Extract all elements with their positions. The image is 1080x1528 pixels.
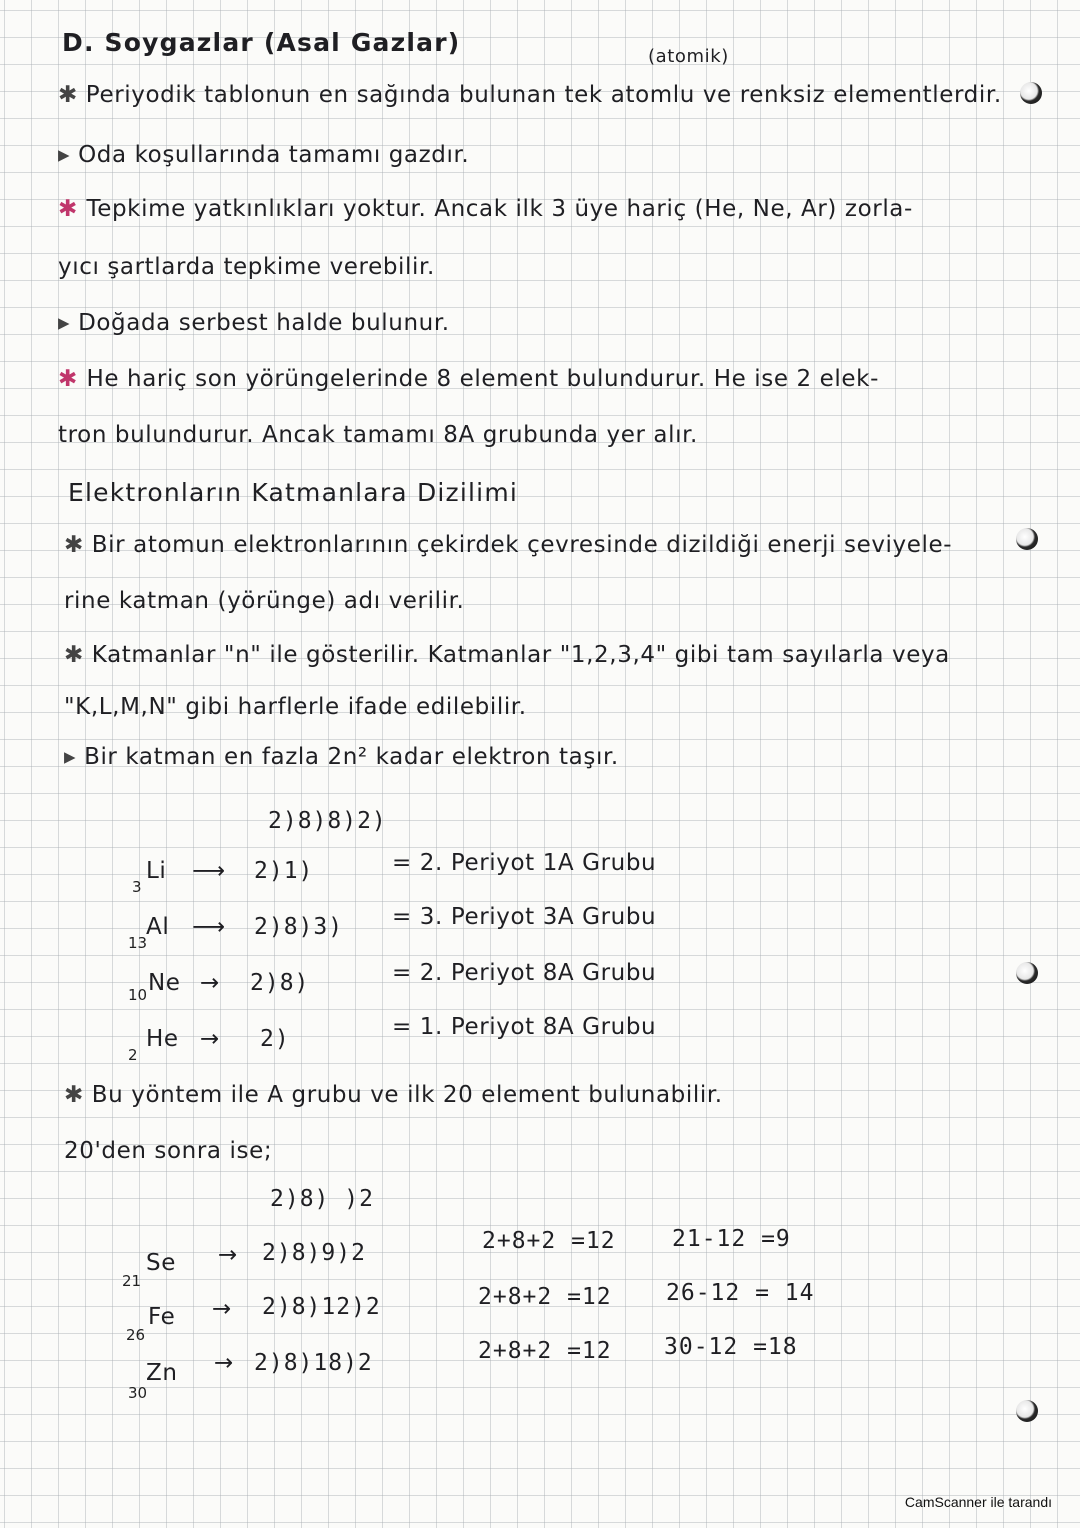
arrow-icon: → bbox=[212, 1296, 232, 1322]
arrow-icon: → bbox=[200, 1026, 220, 1052]
arrow-icon: ⟶ bbox=[192, 858, 226, 884]
binder-hole bbox=[1016, 962, 1038, 984]
layer-fact-2-cont: "K,L,M,N" gibi harflerle ifade edilebilir. bbox=[64, 694, 527, 720]
layer-fact-2: ✱ Katmanlar "n" ile gösterilir. Katmanlar "1,2,3,4" gibi tam sayılarla veya bbox=[64, 642, 950, 668]
scanner-watermark: CamScanner ile tarandı bbox=[904, 1494, 1052, 1510]
layer-fact-1-cont: rine katman (yörünge) adı verilir. bbox=[64, 588, 465, 614]
section-title-layers: Elektronların Katmanlara Dizilimi bbox=[68, 478, 519, 507]
annotation-atomik: (atomik) bbox=[648, 46, 729, 67]
arrow-icon: ⟶ bbox=[192, 914, 226, 940]
fact-5: ✱ He hariç son yörüngelerinde 8 element bulundurur. He ise 2 elek- bbox=[58, 366, 879, 392]
shell-template: 2)8)8)2) bbox=[268, 808, 387, 834]
layer-fact-1: ✱ Bir atomun elektronlarının çekirdek çevresinde dizildiği enerji seviyele- bbox=[64, 532, 953, 558]
fact-5-cont: tron bulundurur. Ancak tamamı 8A grubunda yer alır. bbox=[58, 422, 698, 448]
fact-4: ▸ Doğada serbest halde bulunur. bbox=[58, 310, 450, 336]
after-20-note: 20'den sonra ise; bbox=[64, 1138, 273, 1164]
method-note: ✱ Bu yöntem ile A grubu ve ilk 20 element bulunabilir. bbox=[64, 1082, 723, 1108]
arrow-icon: → bbox=[214, 1350, 234, 1376]
fact-3-cont: yıcı şartlarda tepkime verebilir. bbox=[58, 254, 435, 280]
arrow-icon: → bbox=[200, 970, 220, 996]
fact-3: ✱ Tepkime yatkınlıkları yoktur. Ancak ilk 3 üye hariç (He, Ne, Ar) zorla- bbox=[58, 196, 913, 222]
binder-hole bbox=[1016, 1400, 1038, 1422]
shell-template-b: 2)8) )2 bbox=[270, 1186, 374, 1212]
binder-hole bbox=[1020, 82, 1042, 104]
fact-2: ▸ Oda koşullarında tamamı gazdır. bbox=[58, 142, 470, 168]
arrow-icon: → bbox=[218, 1242, 238, 1268]
page-title: D. Soygazlar (Asal Gazlar) bbox=[62, 28, 461, 57]
layer-fact-3: ▸ Bir katman en fazla 2n² kadar elektron taşır. bbox=[64, 744, 619, 770]
binder-hole bbox=[1016, 528, 1038, 550]
fact-1: ✱ Periyodik tablonun en sağında bulunan tek atomlu ve renksiz elementlerdir. bbox=[58, 82, 1002, 108]
